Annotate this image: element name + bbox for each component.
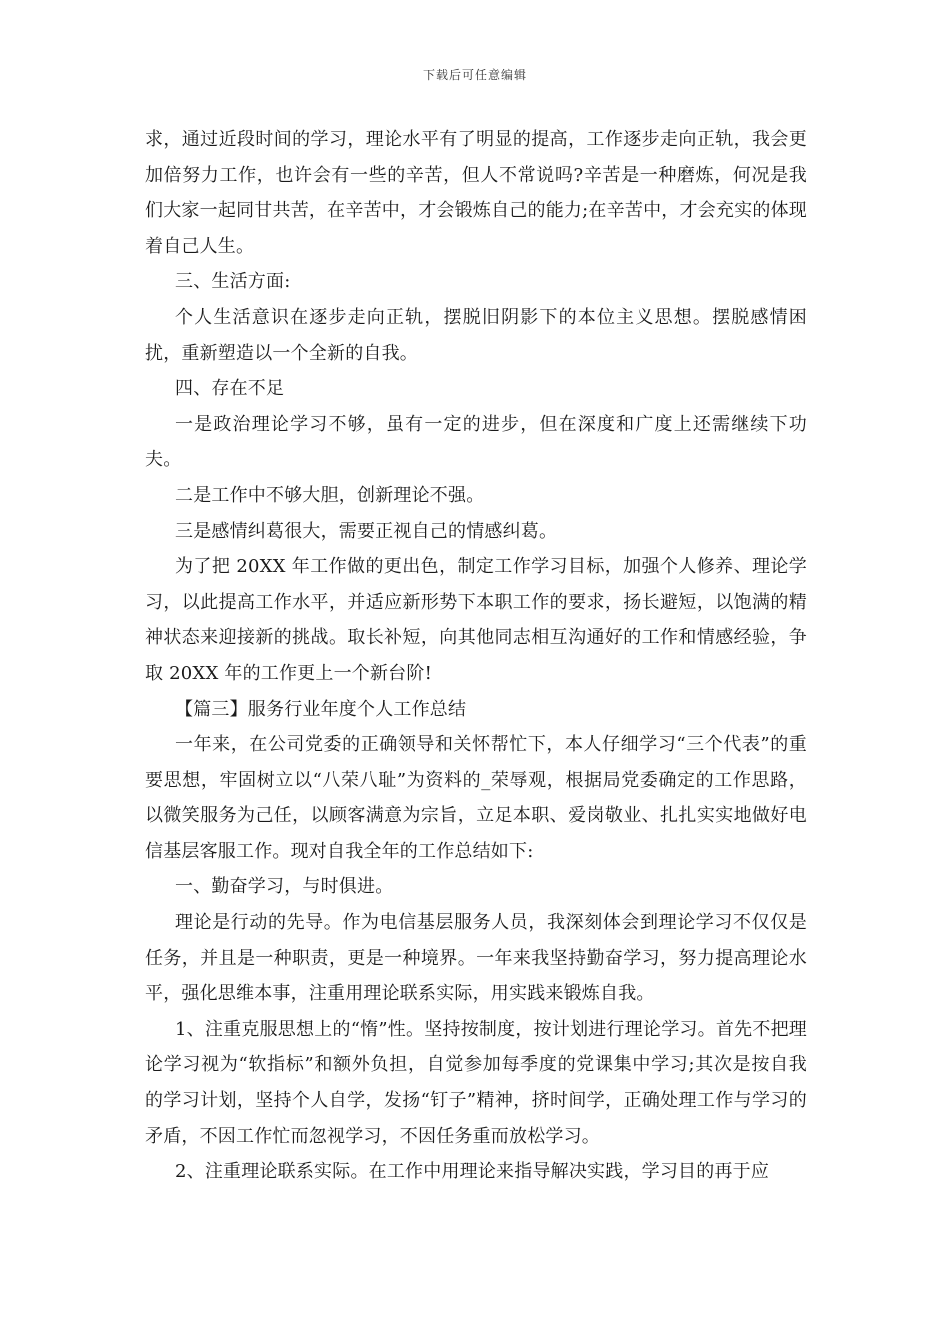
paragraph-14: 2、注重理论联系实际。在工作中用理论来指导解决实践，学习目的再于应 bbox=[175, 1161, 770, 1183]
paragraph-13: 1、注重克服思想上的“惰”性。坚持按制度，按计划进行理论学习。首先不把理论学习视为“软指标”和额外负担，自觉参加每季度的党课集中学习;其次是按自我的学习计划，坚持个人自学，发扬“钉子”精神，挤时间学，正确处理工作与学习的矛盾，不因工作忙而忽视学习，不因任务重而放松学习。 bbox=[145, 1018, 807, 1147]
paragraph-12: 理论是行动的先导。作为电信基层服务人员，我深刻体会到理论学习不仅仅是任务，并且是一种职责，更是一种境界。一年来我坚持勤奋学习，努力提高理论水平，强化思维本事，注重用理论联系实际，用实践来锻炼自我。 bbox=[145, 912, 807, 1005]
paragraph-2: 三、生活方面: bbox=[175, 271, 291, 293]
paragraph-8: 为了把 20XX 年工作做的更出色，制定工作学习目标，加强个人修养、理论学习，以此提高工作水平，并适应新形势下本职工作的要求，扬长避短，以饱满的精神状态来迎接新的挑战。取长补短，向其他同志相互沟通好的工作和情感经验，争取 20XX 年的工作更上一个新台阶! bbox=[145, 556, 807, 684]
document-body bbox=[145, 122, 807, 1190]
section-heading: 【篇三】服务行业年度个人工作总结 bbox=[175, 698, 467, 720]
paragraph-3: 个人生活意识在逐步走向正轨，摆脱旧阴影下的本位主义思想。摆脱感情困扰，重新塑造以一个全新的自我。 bbox=[145, 306, 807, 364]
page-header: 下载后可任意编辑 bbox=[422, 68, 527, 82]
paragraph-11: 一、勤奋学习，与时俱进。 bbox=[175, 876, 394, 898]
paragraph-1: 求，通过近段时间的学习，理论水平有了明显的提高，工作逐步走向正轨，我会更加倍努力工作，也许会有一些的辛苦，但人不常说吗?辛苦是一种磨炼，何况是我们大家一起同甘共苦，在辛苦中，才会锻炼自己的能力;在辛苦中，才会充实的体现着自己人生。 bbox=[145, 129, 807, 257]
paragraph-10: 一年来，在公司党委的正确领导和关怀帮忙下，本人仔细学习“三个代表”的重要思想，牢固树立以“八荣八耻”为资料的_荣辱观，根据局党委确定的工作思路，以微笑服务为己任，以顾客满意为宗旨，立足本职、爱岗敬业、扎扎实实地做好电信基层客服工作。现对自我全年的工作总结如下: bbox=[145, 734, 807, 862]
paragraph-5: 一是政治理论学习不够，虽有一定的进步，但在深度和广度上还需继续下功夫。 bbox=[145, 413, 807, 471]
paragraph-4: 四、存在不足 bbox=[175, 378, 285, 400]
paragraph-6: 二是工作中不够大胆，创新理论不强。 bbox=[175, 484, 485, 506]
paragraph-7: 三是感情纠葛很大，需要正视自己的情感纠葛。 bbox=[175, 520, 558, 542]
